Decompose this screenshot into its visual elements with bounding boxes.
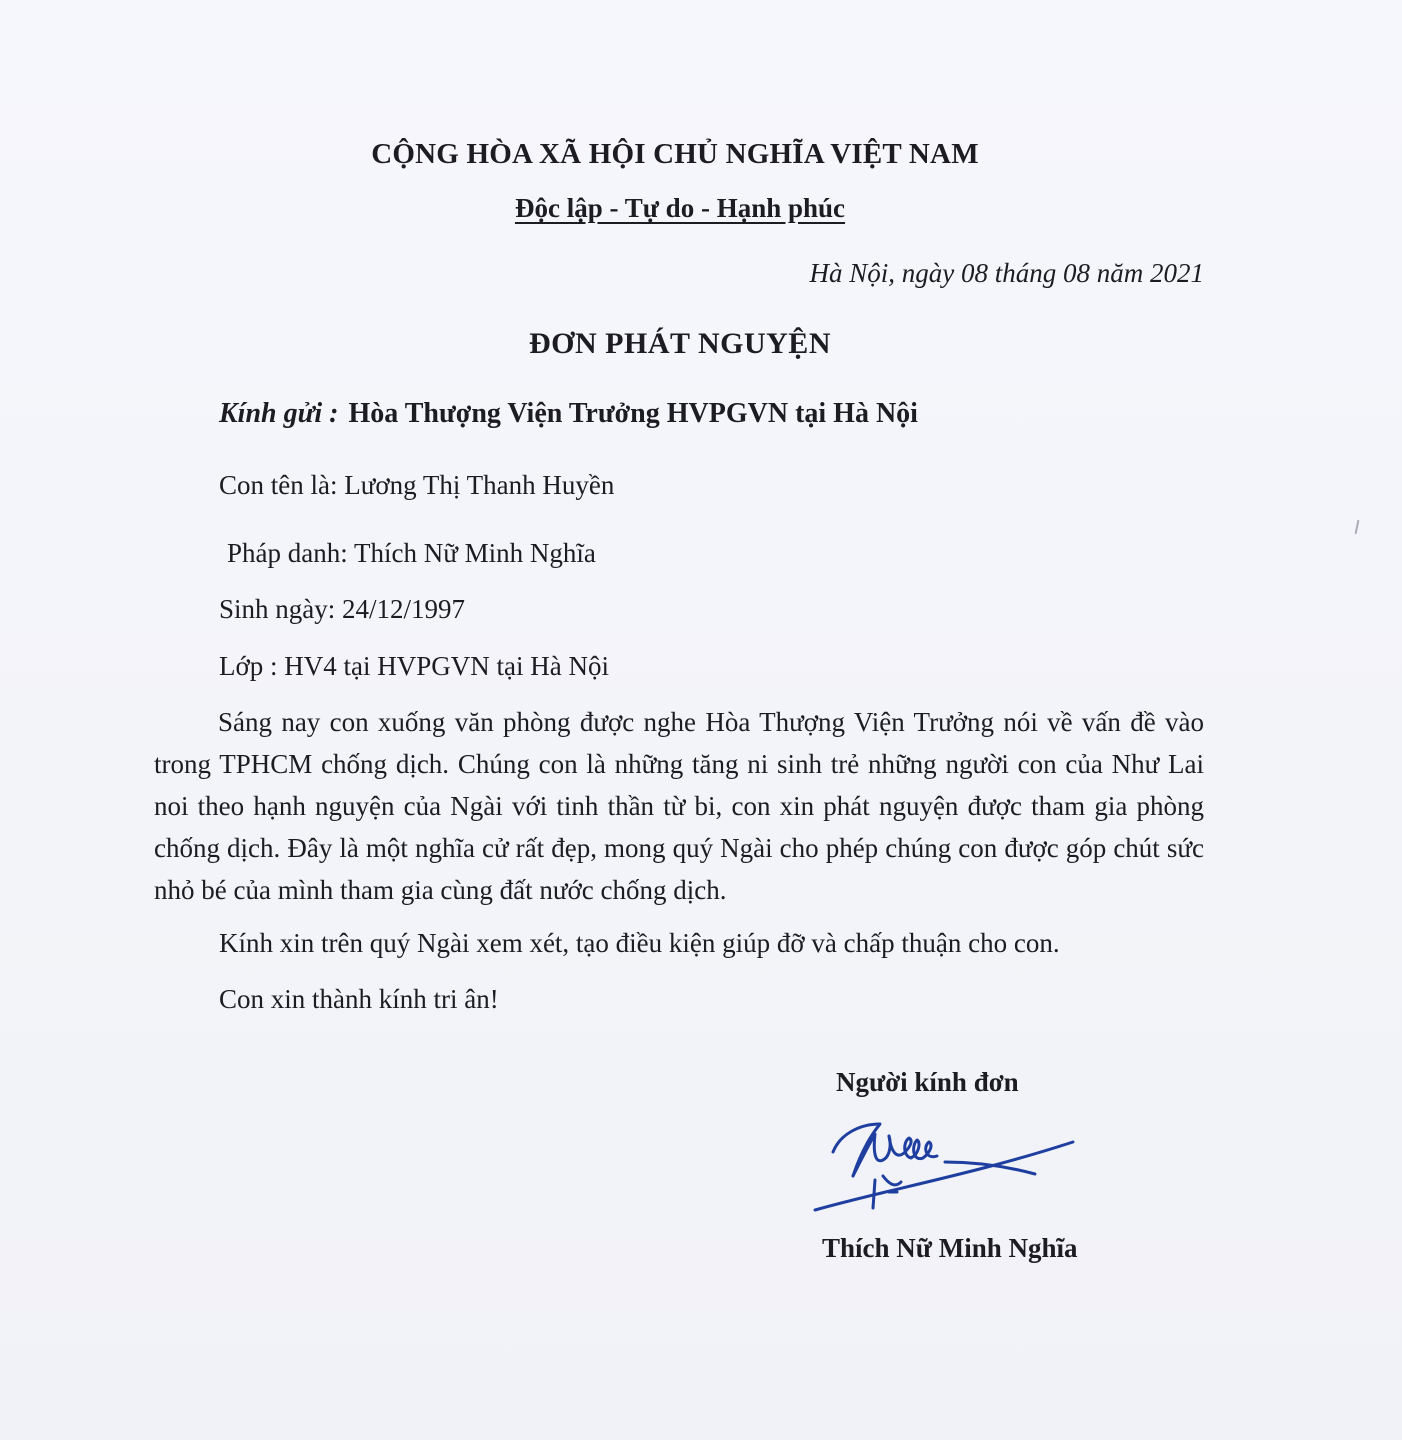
recipient-name: Hòa Thượng Viện Trưởng HVPGVN tại Hà Nội bbox=[348, 398, 918, 429]
birth-date-line: Sinh ngày: 24/12/1997 bbox=[219, 594, 466, 624]
body-paragraph: Sáng nay con xuống văn phòng được nghe Hòa Thượng Viện Trưởng nói về vấn đề vào trong TPHCM chống dịch. Chúng con là những tăng ni sinh trẻ những người con của Như Lai noi theo hạnh nguyện của Ngài với tinh thần từ bi, con xin phát nguyện được tham gia phòng chống dịch. Đây là một nghĩa cử rất đẹp, mong quý Ngài cho phép chúng con được góp chút sức nhỏ bé của mình tham gia cùng đất nước chống dịch. bbox=[154, 707, 1204, 905]
handwritten-signature bbox=[805, 1112, 1090, 1222]
motto-line bbox=[0, 193, 1360, 224]
recipient-label: Kính gửi : bbox=[219, 398, 339, 429]
paper-edge-mark bbox=[1355, 520, 1360, 534]
dharma-name-line: Pháp danh: Thích Nữ Minh Nghĩa bbox=[227, 538, 596, 568]
class-line: Lớp : HV4 tại HVPGVN tại Hà Nội bbox=[219, 651, 609, 681]
document-title: ĐƠN PHÁT NGUYỆN bbox=[529, 327, 831, 360]
place-date: Hà Nội, ngày 08 tháng 08 năm 2021 bbox=[809, 258, 1204, 288]
national-name-heading: CỘNG HÒA XÃ HỘI CHỦ NGHĨA VIỆT NAM bbox=[371, 138, 979, 170]
signer-name: Thích Nữ Minh Nghĩa bbox=[822, 1233, 1078, 1263]
closing-request: Kính xin trên quý Ngài xem xét, tạo điều kiện giúp đỡ và chấp thuận cho con. bbox=[219, 928, 1060, 958]
recipient-line bbox=[219, 398, 918, 430]
closing-thanks: Con xin thành kính tri ân! bbox=[219, 984, 499, 1014]
motto: Độc lập - Tự do - Hạnh phúc bbox=[514, 193, 846, 223]
signer-label: Người kính đơn bbox=[836, 1067, 1019, 1097]
name-line: Con tên là: Lương Thị Thanh Huyền bbox=[219, 470, 615, 500]
